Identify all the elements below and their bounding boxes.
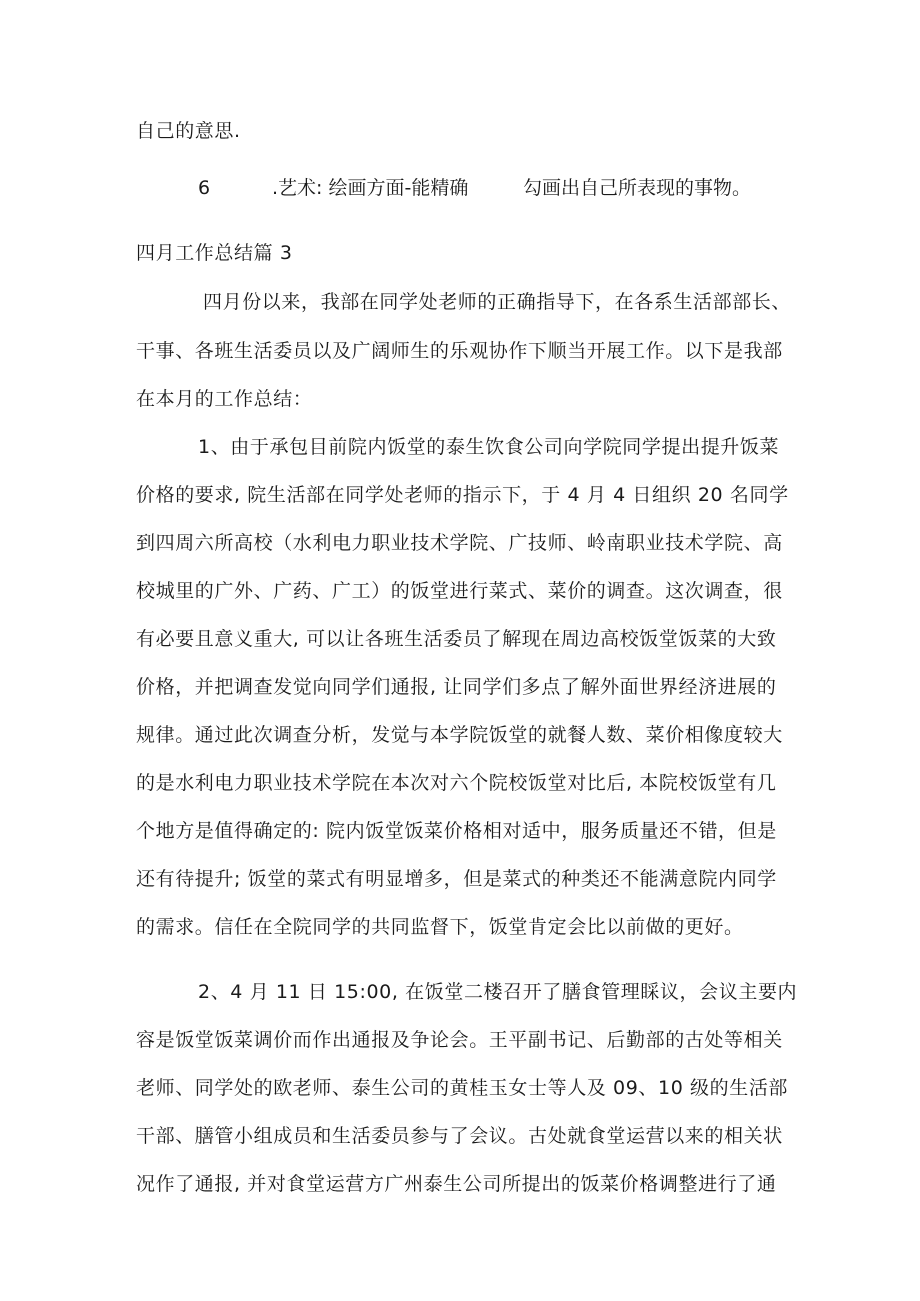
- text-fragment: 勾画出自己所表现的事物。: [523, 177, 752, 199]
- paragraph-line: 干部、膳管小组成员和生活委员参与了会议。古处就食堂运营以来的相关状: [136, 1125, 783, 1147]
- paragraph-line: 规律。通过此次调查分析，发觉与本学院饭堂的就餐人数、菜价相像度较大: [136, 724, 783, 746]
- paragraph-line: 1、由于承包目前院内饭堂的泰生饮食公司向学院同学提出提升饭菜: [198, 436, 780, 458]
- paragraph-line: 在本月的工作总结：: [136, 388, 313, 410]
- paragraph-line: 容是饭堂饭菜调价而作出通报及争论会。王平副书记、后勤部的古处等相关: [136, 1029, 783, 1051]
- list-number: 6: [198, 177, 211, 199]
- paragraph-line: 价格的要求, 院生活部在同学处老师的指示下，于 4 月 4 日组织 20 名同学: [136, 484, 789, 506]
- paragraph-line: 到四周六所高校（水利电力职业技术学院、广技师、岭南职业技术学院、高: [136, 532, 783, 554]
- paragraph-line: 的是水利电力职业技术学院在本次对六个院校饭堂对比后, 本院校饭堂有几: [136, 772, 777, 794]
- text-fragment: .艺术: 绘画方面-能精确: [272, 177, 469, 199]
- paragraph-line: 干事、各班生活委员以及广阔师生的乐观协作下顺当开展工作。以下是我部: [136, 340, 783, 362]
- paragraph-line: 况作了通报, 并对食堂运营方广州泰生公司所提出的饭菜价格调整进行了通: [136, 1173, 777, 1195]
- paragraph-line: 还有待提升; 饭堂的菜式有明显增多，但是菜式的种类还不能满意院内同学: [136, 868, 777, 890]
- paragraph-line: 价格，并把调查发觉向同学们通报, 让同学们多点了解外面世界经济进展的: [136, 676, 777, 698]
- paragraph-line: 老师、同学处的欧老师、泰生公司的黄桂玉女士等人及 09、10 级的生活部: [136, 1077, 789, 1099]
- paragraph-line: 四月份以来，我部在同学处老师的正确指导下，在各系生活部部长、: [203, 291, 792, 313]
- section-heading: 四月工作总结篇 3: [136, 242, 293, 264]
- paragraph-line: 有必要且意义重大, 可以让各班生活委员了解现在周边高校饭堂饭菜的大致: [136, 628, 777, 650]
- paragraph-line: 校城里的广外、广药、广工）的饭堂进行菜式、菜价的调查。这次调查，很: [136, 580, 783, 602]
- text-line: 自己的意思.: [136, 120, 241, 142]
- paragraph-line: 个地方是值得确定的: 院内饭堂饭菜价格相对适中，服务质量还不错，但是: [136, 820, 777, 842]
- paragraph-line: 的需求。信任在全院同学的共同监督下，饭堂肯定会比以前做的更好。: [136, 916, 744, 938]
- paragraph-line: 2、4 月 11 日 15:00, 在饭堂二楼召开了膳食管理睬议，会议主要内: [198, 981, 798, 1003]
